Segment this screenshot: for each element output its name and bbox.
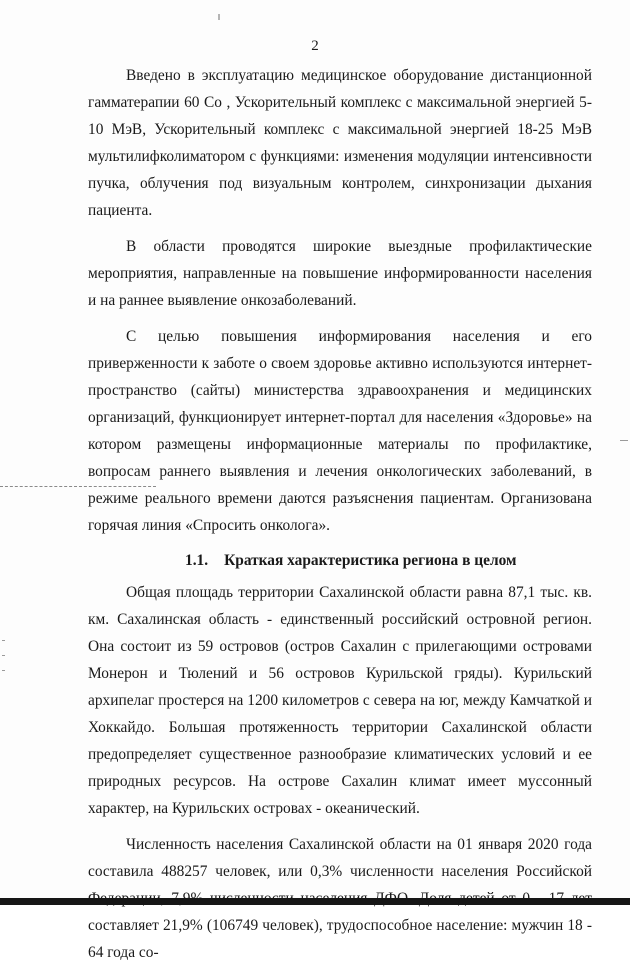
body-text bbox=[88, 62, 592, 966]
section-heading bbox=[88, 548, 592, 573]
paragraph-prevention: В области проводятся широкие выездные профилактические мероприятия, направленные на повышение информированности населения и на раннее выявление онкозаболеваний. bbox=[88, 238, 592, 309]
paragraph-population: Численность населения Сахалинской области на 01 января 2020 года составила 488257 человек, или 0,3% численности населения Российской составляет 21,9% (106749 человек), трудоспособное население: мужчин 18 - 64 года со- bbox=[88, 836, 592, 961]
section-number: 1.1. bbox=[185, 552, 209, 569]
paragraph-territory: Общая площадь территории Сахалинской области равна 87,1 тыс. кв. км. Сахалинская область - единственный российский островной регион. Она состоит из 59 островов (остров Сахалин с прилегающими островами Монерон и Тюлений и 56 островов Курильской гряды). Курильский архипелаг простерся на 1200 километров с севера на юг, между Камчаткой и Хоккайдо. Большая протяженность территории Сахалинской области предопределяет существенное разнообразие климатических условий и ее природных ресурсов. На острове Сахалин климат имеет муссонный характер, на Курильских островах - океанический. bbox=[88, 584, 592, 817]
margin-tick bbox=[2, 640, 5, 641]
paragraph-information: С целью повышения информирования населения и его приверженности к заботе о своем здоровье активно используются интернет-пространство (сайты) министерства здравоохранения и медицинских организаций, функционирует интернет-портал для населения «Здоровье» на котором размещены информационные материалы по профилактике, вопросам раннего выявления и лечения онкологических заболеваний, в режиме реального времени даются разъяснения пациентам. Организована горячая линия «Спросить онколога». bbox=[88, 328, 592, 534]
section-title: Краткая характеристика региона в целом bbox=[224, 552, 517, 569]
scan-bottom-edge bbox=[0, 898, 630, 905]
margin-mark bbox=[620, 440, 628, 441]
scan-artifact bbox=[218, 14, 220, 20]
paragraph-equipment: Введено в эксплуатацию медицинское оборудование дистанционной гамматерапии 60 Со , Ускорительный комплекс с максимальной энергией 5-10 МэВ, Ускорительный комплекс с максимальной энергией 18-25 МэВ мультилифколиматором с функциями: изменения модуляции интенсивности пучка, облучения под визуальным контролем, синхронизации дыхания пациента. bbox=[88, 67, 592, 219]
page-number: 2 bbox=[311, 38, 319, 54]
scan-dashed-line bbox=[0, 486, 156, 487]
margin-tick bbox=[2, 670, 5, 671]
margin-tick bbox=[2, 655, 5, 656]
